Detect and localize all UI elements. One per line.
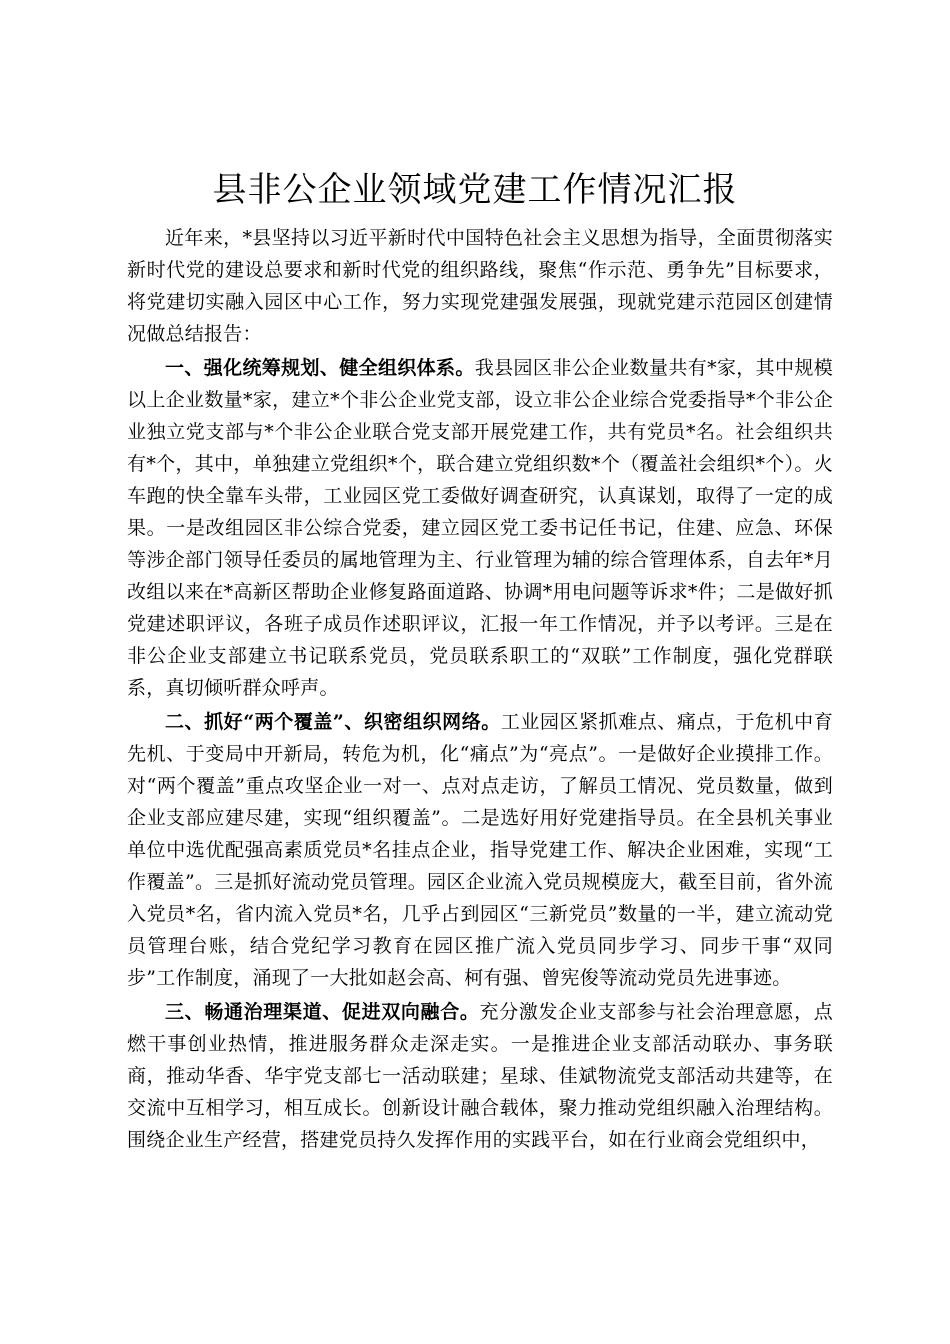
document-body: [127, 222, 833, 1156]
document-title: 县非公企业领域党建工作情况汇报: [212, 170, 738, 210]
section-1-heading: 一、强化统筹规划、健全组织体系。: [165, 357, 475, 379]
intro-paragraph-text: 近年来，*县坚持以习近平新时代中国特色社会主义思想为指导，全面贯彻落实新时代党的建设总要求和新时代党的组织路线，聚焦“作示范、勇争先”目标要求，将党建切实融入园区中心工作，努力实现党建强发展强，现就党建示范园区创建情况做总结报告：: [127, 227, 833, 345]
section-3-paragraph: [127, 996, 833, 1156]
section-1-text: 我县园区非公企业数量共有*家，其中规模以上企业数量*家，建立*个非公企业党支部，设立非公企业综合党委指导*个非公企业独立党支部与*个非公企业联合党支部开展党建工作，共有党员*名。社会组织共有*个，其中，单独建立党组织*个，联合建立党组织数*个（覆盖社会组织*个）。火车跑的快全靠车头带，工业园区党工委做好调查研究，认真谋划，取得了一定的成果。一是改组园区非公综合党委，建立园区党工委书记任书记，住建、应急、环保等涉企部门领导任委员的属地管理为主、行业管理为辅的综合管理体系，自去年*月改组以来在*高新区帮助企业修复路面道路、协调*用电问题等诉求*件；二是做好抓党建述职评议，各班子成员作述职评议，汇报一年工作情况，并予以考评。三是在非公企业支部建立书记联系党员，党员联系职工的“双联”工作制度，强化党群联系，真切倾听群众呼声。: [127, 357, 833, 699]
intro-paragraph: [127, 222, 833, 350]
section-1-paragraph: [127, 352, 833, 704]
section-2-heading: 二、抓好“两个覆盖”、织密组织网络。: [165, 711, 501, 733]
section-2-text: 工业园区紧抓难点、痛点，于危机中育先机、于变局中开新局，转危为机，化“痛点”为“亮点”。一是做好企业摸排工作。对“两个覆盖”重点攻坚企业一对一、点对点走访，了解员工情况、党员数量，做到企业支部应建尽建，实现“组织覆盖”。二是选好用好党建指导员。在全县机关事业单位中选优配强高素质党员*名挂点企业，指导党建工作、解决企业困难，实现“工作覆盖”。三是抓好流动党员管理。园区企业流入党员规模庞大，截至目前，省外流入党员*名，省内流入党员*名，几乎占到园区“三新党员”数量的一半，建立流动党员管理台账，结合党纪学习教育在园区推广流入党员同步学习、同步干事“双同步”工作制度，涌现了一大批如赵会高、柯有强、曾宪俊等流动党员先进事迹。: [127, 711, 833, 989]
section-2-paragraph: [127, 706, 833, 994]
section-3-text: 充分激发企业支部参与社会治理意愿，点燃干事创业热情，推进服务群众走深走实。一是推进企业支部活动联办、事务联商，推动华香、华宇党支部七一活动联建；星球、佳斌物流党支部活动共建等，在交流中互相学习，相互成长。创新设计融合载体，聚力推动党组织融入治理结构。围绕企业生产经营，搭建党员持久发挥作用的实践平台，如在行业商会党组织中，: [127, 1001, 833, 1151]
section-3-heading: 三、畅通治理渠道、促进双向融合。: [165, 1001, 480, 1023]
